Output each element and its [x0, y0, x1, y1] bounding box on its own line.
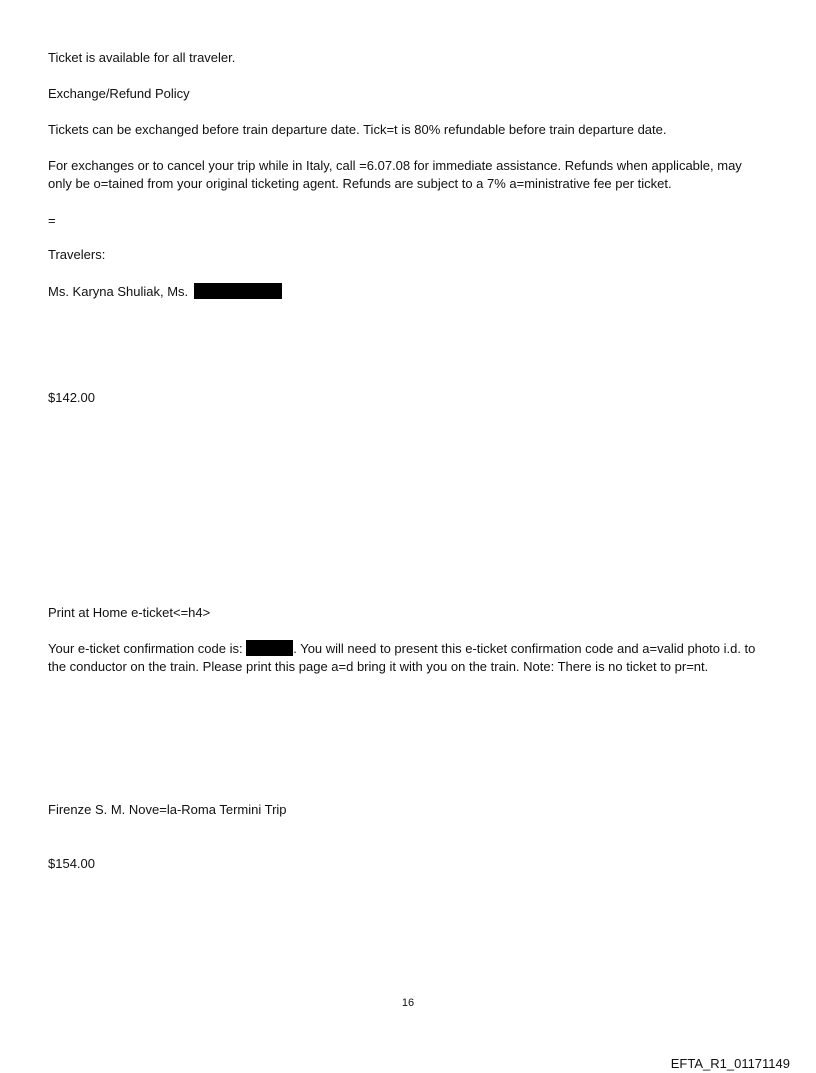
document-id: EFTA_R1_01171149: [670, 1056, 790, 1071]
travelers-label: Travelers:: [48, 247, 106, 262]
availability-text: Ticket is available for all traveler.: [48, 50, 236, 65]
trip-title: Firenze S. M. Nove=la-Roma Termini Trip: [48, 802, 287, 817]
page-number: 16: [401, 997, 415, 1009]
price-second: $154.00: [48, 856, 95, 871]
redaction-box: [194, 283, 282, 299]
eticket-instructions: [48, 640, 768, 675]
travelers-names-text: Ms. Karyna Shuliak, Ms.: [48, 284, 189, 299]
eticket-heading: Print at Home e-ticket<=h4>: [48, 605, 211, 620]
separator-text: =: [48, 213, 56, 228]
travelers-names: [48, 283, 282, 300]
confirmation-code-redaction: [246, 640, 293, 656]
policy-heading: Exchange/Refund Policy: [48, 86, 190, 101]
eticket-text-before: Your e-ticket confirmation code is:: [48, 641, 247, 656]
price-first: $142.00: [48, 390, 95, 405]
policy-refund-text: For exchanges or to cancel your trip while in Italy, call =6.07.08 for immediate assistance. Refunds when applicable, may only be o=tained from your original ticketing agent. Refunds are subject to a 7% a=ministrative fee per ticket.: [48, 158, 742, 191]
policy-exchange-text: Tickets can be exchanged before train departure date. Tick=t is 80% refundable before train departure date.: [48, 122, 667, 137]
eticket-text-after: . You will need to present this e-ticket confirmation code and a=valid photo i.d. to the conductor on the train. Please print this page a=d bring it with you on the train. Note: There is no ticket to pr=nt.: [48, 641, 756, 674]
